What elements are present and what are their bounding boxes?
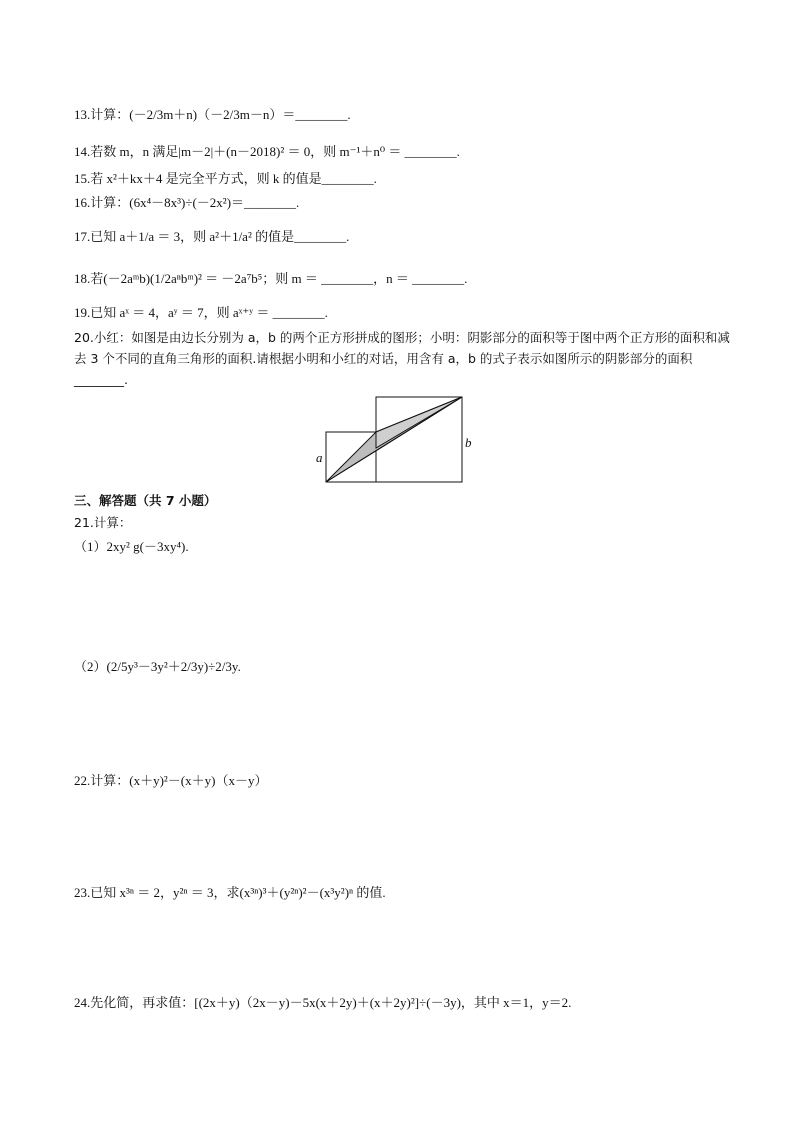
label-a: a bbox=[316, 450, 323, 465]
question-24: 24.先化简，再求值：[(2x＋y)（2x－y)－5x(x＋2y)＋(x＋2y)²]÷(－3y)，其中 x＝1，y＝2. bbox=[74, 995, 572, 1010]
question-19: 19.已知 aˣ ＝ 4，aʸ ＝ 7，则 aˣ⁺ʸ ＝ ________. bbox=[74, 305, 328, 320]
question-18: 18.若(－2aᵐb)(1/2aⁿbᵐ)² ＝ －2a⁷b⁵；则 m ＝ ________，n ＝ ________. bbox=[74, 271, 468, 286]
question-15: 15.若 x²＋kx＋4 是完全平方式，则 k 的值是________. bbox=[74, 171, 377, 186]
question-21-part-2: （2）(2/5y³－3y²＋2/3y)÷2/3y. bbox=[74, 659, 241, 674]
question-21-part-1: （1）2xy² g(－3xy⁴). bbox=[74, 539, 189, 554]
question-14: 14.若数 m，n 满足|m－2|＋(n－2018)² ＝ 0，则 m⁻¹＋n⁰ ＝ ________. bbox=[74, 144, 460, 159]
squares-figure-svg bbox=[310, 395, 470, 487]
squares-figure bbox=[310, 395, 470, 491]
diagonal-line bbox=[326, 397, 462, 482]
question-23: 23.已知 x³ⁿ ＝ 2，y²ⁿ ＝ 3，求(x³ⁿ)³＋(y²ⁿ)²－(x³y²)ⁿ 的值. bbox=[74, 885, 386, 900]
question-21: 21.计算： bbox=[74, 515, 132, 530]
question-20: 20.小红：如图是由边长分别为 a，b 的两个正方形拼成的图形；小明：阴影部分的面积等于图中两个正方形的面积和减去 3 个不同的直角三角形的面积.请根据小明和小红的对话，用含有 a，b 的式子表示如图所示的阴影部分的面积________. bbox=[74, 330, 730, 387]
section-heading: 三、解答题（共 7 小题） bbox=[74, 493, 217, 508]
question-22: 22.计算：(x＋y)²－(x＋y)（x－y） bbox=[74, 773, 268, 788]
label-b: b bbox=[465, 435, 472, 450]
question-17: 17.已知 a＋1/a ＝ 3，则 a²＋1/a² 的值是________. bbox=[74, 229, 350, 244]
question-13: 13.计算：(－2/3m＋n)（－2/3m－n）＝________. bbox=[74, 107, 351, 122]
question-16: 16.计算：(6x⁴－8x³)÷(－2x²)＝________. bbox=[74, 195, 300, 210]
